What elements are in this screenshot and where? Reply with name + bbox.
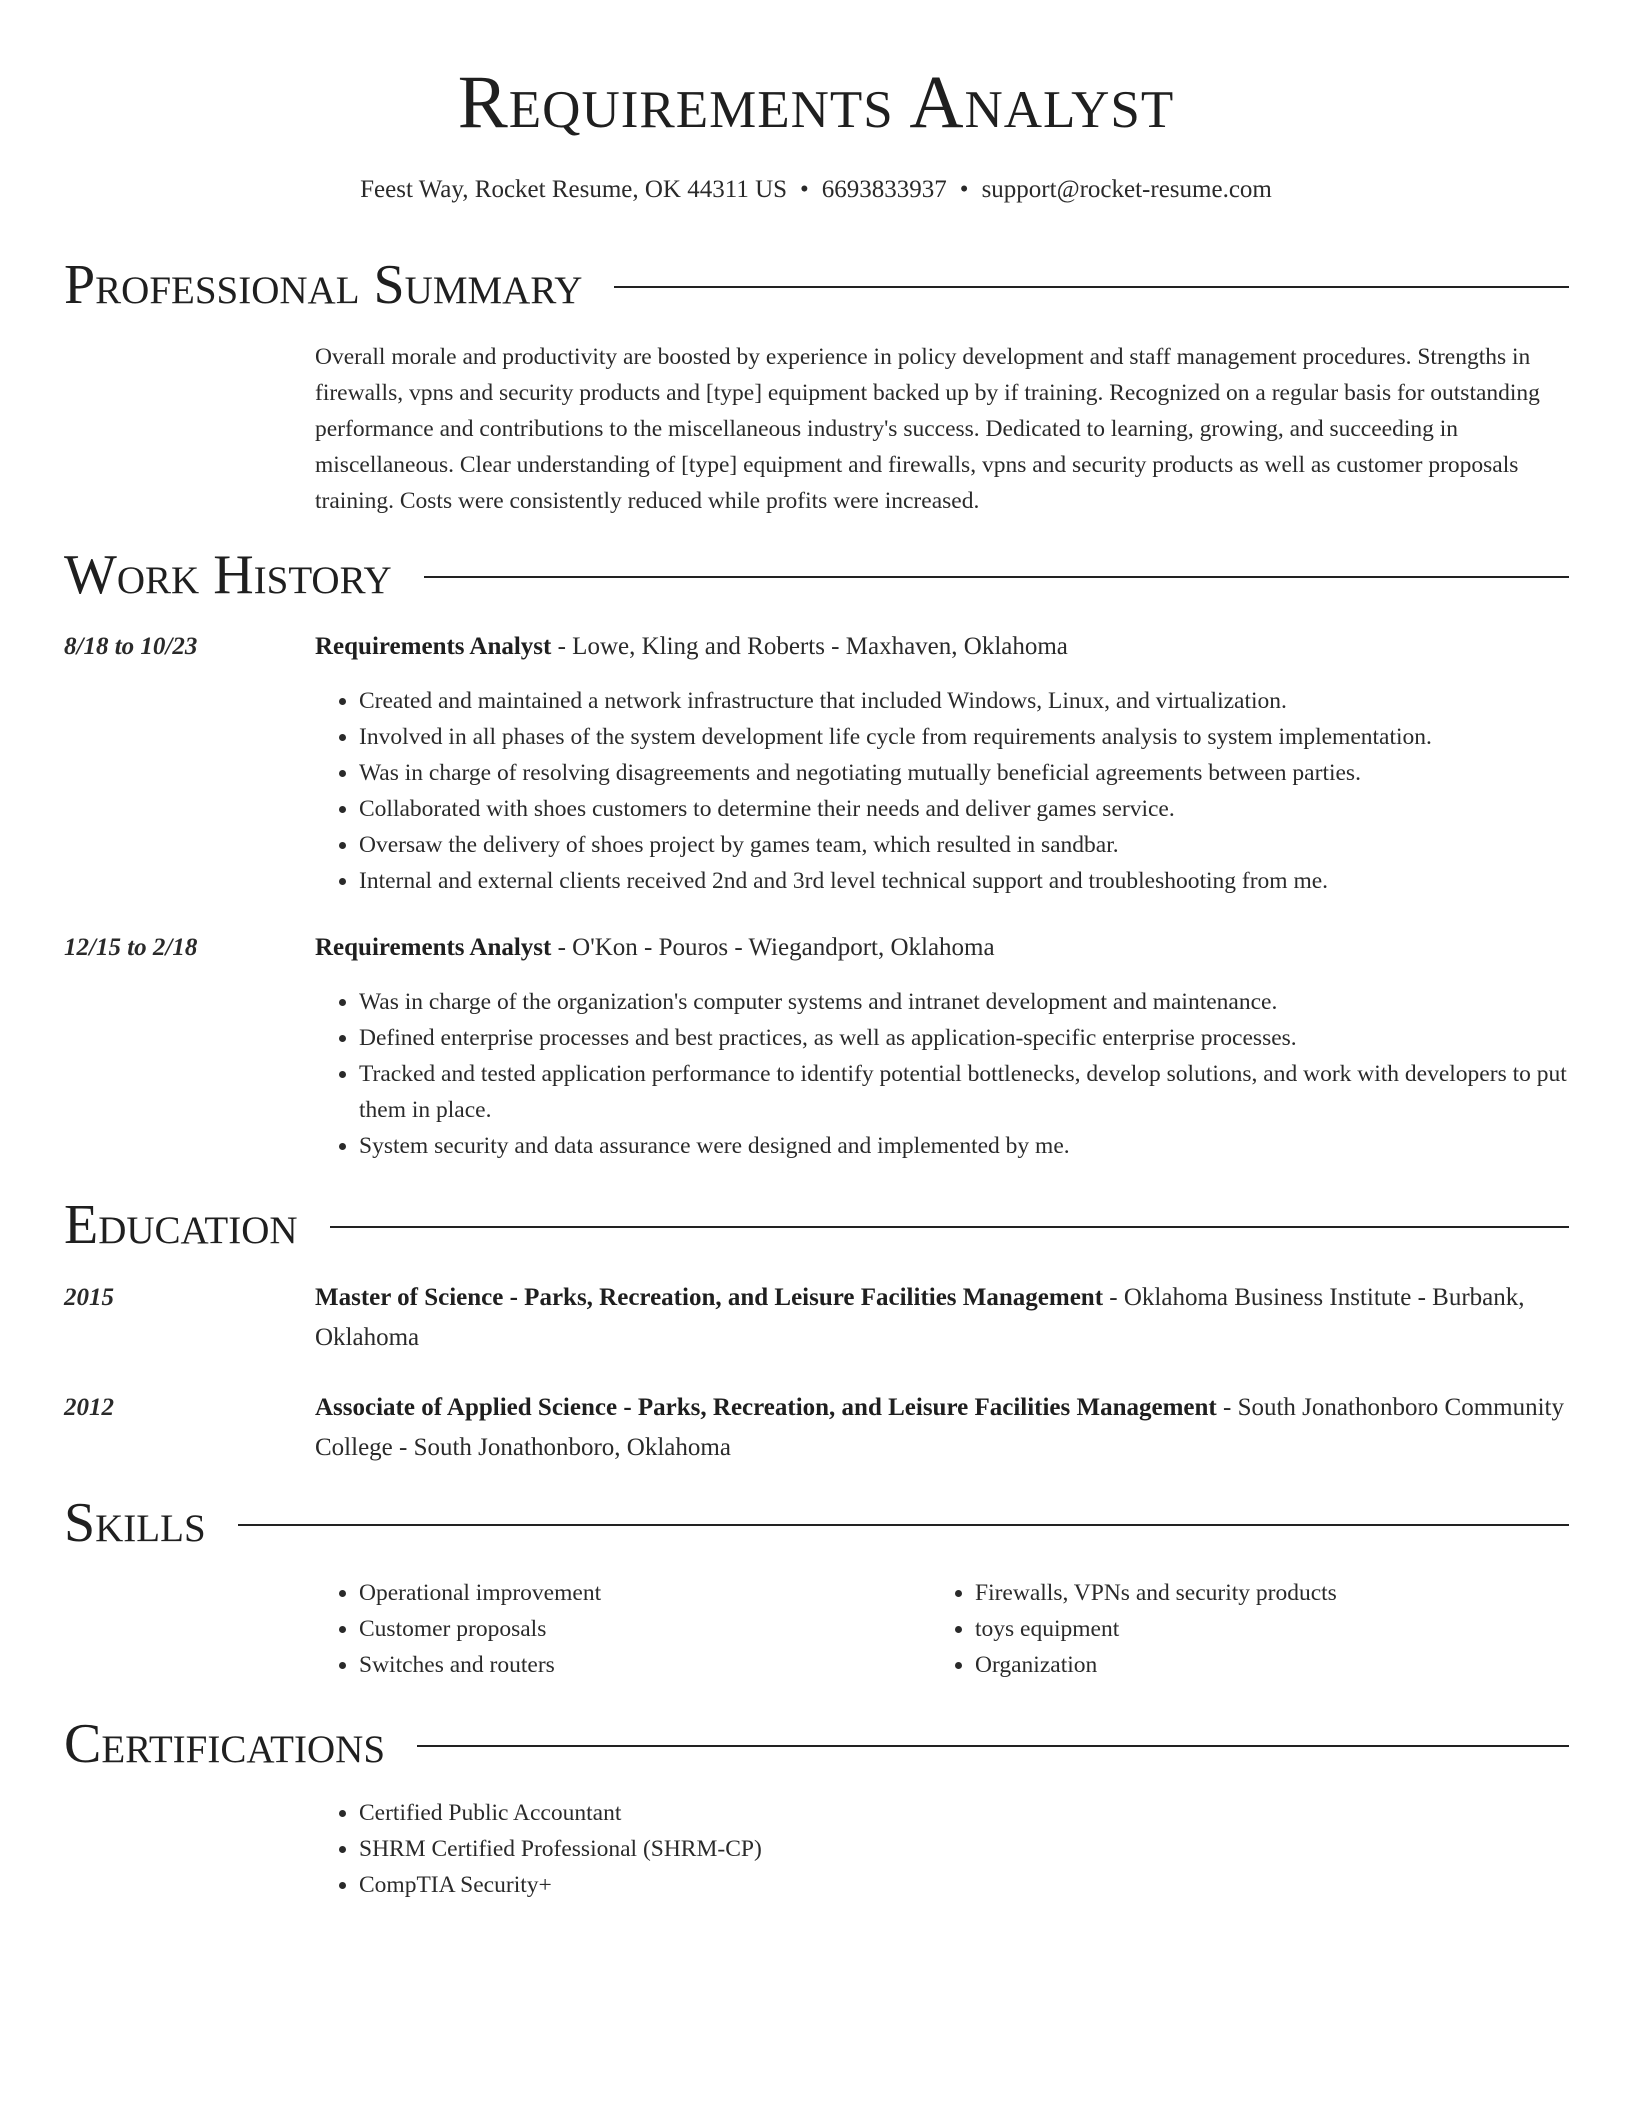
skills-list-left (315, 1575, 959, 1683)
contact-email: support@rocket-resume.com (981, 176, 1272, 203)
skill-item: • Firewalls, VPNs and security products (975, 1575, 1575, 1611)
list-item: • System security and data assurance were designed and implemented by me. (359, 1128, 1614, 1164)
job-title-line (315, 629, 1570, 665)
list-item: • Was in charge of the organization's computer systems and intranet development and maintenance. (359, 984, 1614, 1020)
certification-item: • Certified Public Accountant (359, 1795, 1614, 1831)
section-title: Work History (64, 544, 392, 606)
section-divider (417, 1745, 1569, 1747)
section-divider (238, 1524, 1569, 1526)
section-divider (424, 576, 1569, 578)
education-year: 2012 (64, 1394, 114, 1421)
education-details: - Oklahoma Business Institute - Burbank, Oklahoma (315, 1284, 1525, 1351)
list-item: • Oversaw the delivery of shoes project by games team, which resulted in sandbar. (359, 827, 1614, 863)
list-item: • Was in charge of resolving disagreements and negotiating mutually beneficial agreements between parties. (359, 755, 1614, 791)
education-details: - South Jonathonboro Community College - South Jonathonboro, Oklahoma (315, 1394, 1564, 1461)
section-header-summary (64, 250, 1569, 320)
job-details: - O'Kon - Pouros - Wiegandport, Oklahoma (551, 934, 995, 961)
skill-item: • Organization (975, 1647, 1575, 1683)
contact-separator: • (959, 176, 969, 203)
section-header-skills (64, 1488, 1569, 1558)
certifications-list (315, 1795, 1614, 1903)
skill-item: • toys equipment (975, 1611, 1575, 1647)
list-item: • Created and maintained a network infrastructure that included Windows, Linux, and virtualization. (359, 683, 1614, 719)
section-divider (614, 286, 1569, 288)
list-item: • Collaborated with shoes customers to determine their needs and deliver games service. (359, 791, 1614, 827)
contact-line (0, 174, 1632, 206)
list-item: • Internal and external clients received 2nd and 3rd level technical support and troubleshooting from me. (359, 863, 1614, 899)
list-item: • Defined enterprise processes and best practices, as well as application-specific enterprise processes. (359, 1020, 1614, 1056)
education-line (315, 1278, 1570, 1358)
section-header-education (64, 1190, 1569, 1260)
summary-text: Overall morale and productivity are boosted by experience in policy development and staff management procedures. Strengths in firewalls, vpns and security products and [type] equipment backed up by if training. Recognized on a regular basis for outstanding performance and contributions to the miscellaneous industry's success. Dedicated to learning, growing, and succeeding in miscellaneous. Clear understanding of [type] equipment and firewalls, vpns and security products as well as customer proposals training. Costs were consistently reduced while profits were increased. (315, 344, 1540, 514)
certification-item: • CompTIA Security+ (359, 1867, 1614, 1903)
contact-separator: • (800, 176, 809, 203)
job-dates: 12/15 to 2/18 (64, 934, 198, 961)
resume-name: Requirements Analyst (457, 61, 1175, 144)
job-details: - Lowe, Kling and Roberts - Maxhaven, Oklahoma (551, 633, 1068, 660)
list-item: • Tracked and tested application performance to identify potential bottlenecks, develop solutions, and work with developers to put them in place. (359, 1056, 1614, 1128)
section-divider (330, 1226, 1569, 1228)
contact-address: Feest Way, Rocket Resume, OK 44311 US (360, 176, 788, 203)
list-item: • Involved in all phases of the system development life cycle from requirements analysis to system implementation. (359, 719, 1614, 755)
education-year: 2015 (64, 1284, 114, 1311)
job-bullets (315, 984, 1614, 1164)
skill-item: • Operational improvement (359, 1575, 959, 1611)
education-degree: Master of Science - Parks, Recreation, and Leisure Facilities Management (315, 1284, 1104, 1311)
job-role: Requirements Analyst (315, 633, 552, 660)
education-degree: Associate of Applied Science - Parks, Recreation, and Leisure Facilities Management (315, 1394, 1217, 1421)
job-role: Requirements Analyst (315, 934, 552, 961)
skill-item: • Switches and routers (359, 1647, 959, 1683)
skill-item: • Customer proposals (359, 1611, 959, 1647)
contact-phone: 6693833937 (821, 176, 947, 203)
certification-item: • SHRM Certified Professional (SHRM-CP) (359, 1831, 1614, 1867)
section-title: Professional Summary (64, 254, 583, 316)
education-line (315, 1388, 1570, 1468)
section-title: Certifications (64, 1713, 386, 1775)
section-header-work (64, 540, 1569, 610)
section-title: Education (64, 1194, 298, 1256)
section-title: Skills (64, 1492, 206, 1554)
job-title-line (315, 930, 1570, 966)
job-dates: 8/18 to 10/23 (64, 633, 198, 660)
section-header-certifications (64, 1709, 1569, 1779)
job-bullets (315, 683, 1614, 899)
skills-list-right (931, 1575, 1575, 1683)
